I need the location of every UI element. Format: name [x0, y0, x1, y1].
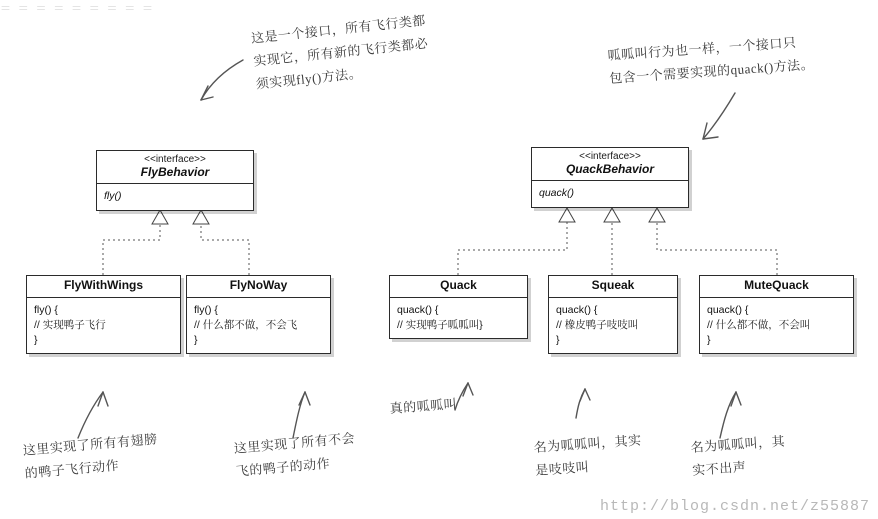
annotation-mute-quack: 名为呱呱叫，其 实不出声: [690, 433, 786, 478]
class-fly-no-way[interactable]: [186, 275, 331, 354]
class-name: FlyNoWay: [229, 278, 288, 292]
code-line: }: [34, 334, 38, 347]
code-line: quack() {: [556, 303, 598, 316]
annotation-fly-with-wings: 这里实现了所有有翅膀 的鸭子飞行动作: [22, 431, 159, 481]
code-line: fly() {: [194, 303, 218, 316]
code-line: }: [194, 334, 198, 347]
class-quack-members: [390, 298, 527, 338]
interface-name: QuackBehavior: [565, 161, 655, 176]
annotation-fly-interface: 这是一个接口，所有飞行类都 实现它，所有新的飞行类都必 须实现fly()方法。: [250, 12, 429, 92]
stereotype-label: <<interface>>: [144, 154, 206, 165]
class-squeak-members: [549, 298, 677, 354]
code-line: // 橡皮鸭子吱吱叫: [556, 319, 639, 332]
class-mute-quack-header: [700, 276, 853, 298]
class-quack-header: [390, 276, 527, 298]
method-line: quack(): [539, 187, 575, 200]
interface-name: FlyBehavior: [140, 164, 210, 179]
class-fly-with-wings-header: [27, 276, 180, 298]
interface-quack-behavior-members: [532, 181, 688, 206]
code-line: quack() {: [707, 303, 749, 316]
method-line: fly(): [104, 190, 122, 203]
code-line: // 实现鸭子呱呱叫}: [397, 319, 483, 332]
code-line: // 什么都不做，不会飞: [194, 319, 298, 332]
class-name: Quack: [440, 278, 477, 292]
interface-quack-behavior-header: [532, 148, 688, 181]
class-name: MuteQuack: [744, 278, 809, 292]
class-fly-no-way-members: [187, 298, 330, 354]
annotation-fly-no-way: 这里实现了所有不会 飞的鸭子的动作: [233, 430, 356, 479]
class-fly-with-wings-members: [27, 298, 180, 354]
class-fly-with-wings[interactable]: [26, 275, 181, 354]
interface-fly-behavior[interactable]: [96, 150, 254, 211]
class-squeak-header: [549, 276, 677, 298]
top-decoration: ＝ ＝ ＝ ＝ ＝ ＝ ＝ ＝ ＝: [0, 3, 155, 15]
interface-quack-behavior[interactable]: [531, 147, 689, 208]
interface-fly-behavior-members: [97, 184, 253, 209]
watermark: http://blog.csdn.net/z55887: [599, 498, 870, 515]
annotation-squeak: 名为呱呱叫，其实 是吱吱叫: [533, 432, 643, 478]
stereotype-label: <<interface>>: [579, 151, 641, 162]
code-line: // 什么都不做，不会叫: [707, 319, 811, 332]
class-mute-quack-members: [700, 298, 853, 354]
class-name: Squeak: [591, 278, 635, 292]
class-mute-quack[interactable]: [699, 275, 854, 354]
code-line: }: [556, 334, 560, 347]
code-line: quack() {: [397, 303, 439, 316]
class-name: FlyWithWings: [63, 278, 144, 292]
class-fly-no-way-header: [187, 276, 330, 298]
class-squeak[interactable]: [548, 275, 678, 354]
interface-fly-behavior-header: [97, 151, 253, 184]
annotation-quack-interface: 呱呱叫行为也一样，一个接口只 包含一个需要实现的quack()方法。: [607, 34, 815, 86]
code-line: // 实现鸭子飞行: [34, 319, 106, 332]
code-line: fly() {: [34, 303, 58, 316]
class-quack[interactable]: [389, 275, 528, 339]
code-line: }: [707, 334, 711, 347]
annotation-quack: 真的呱呱叫: [389, 396, 458, 416]
